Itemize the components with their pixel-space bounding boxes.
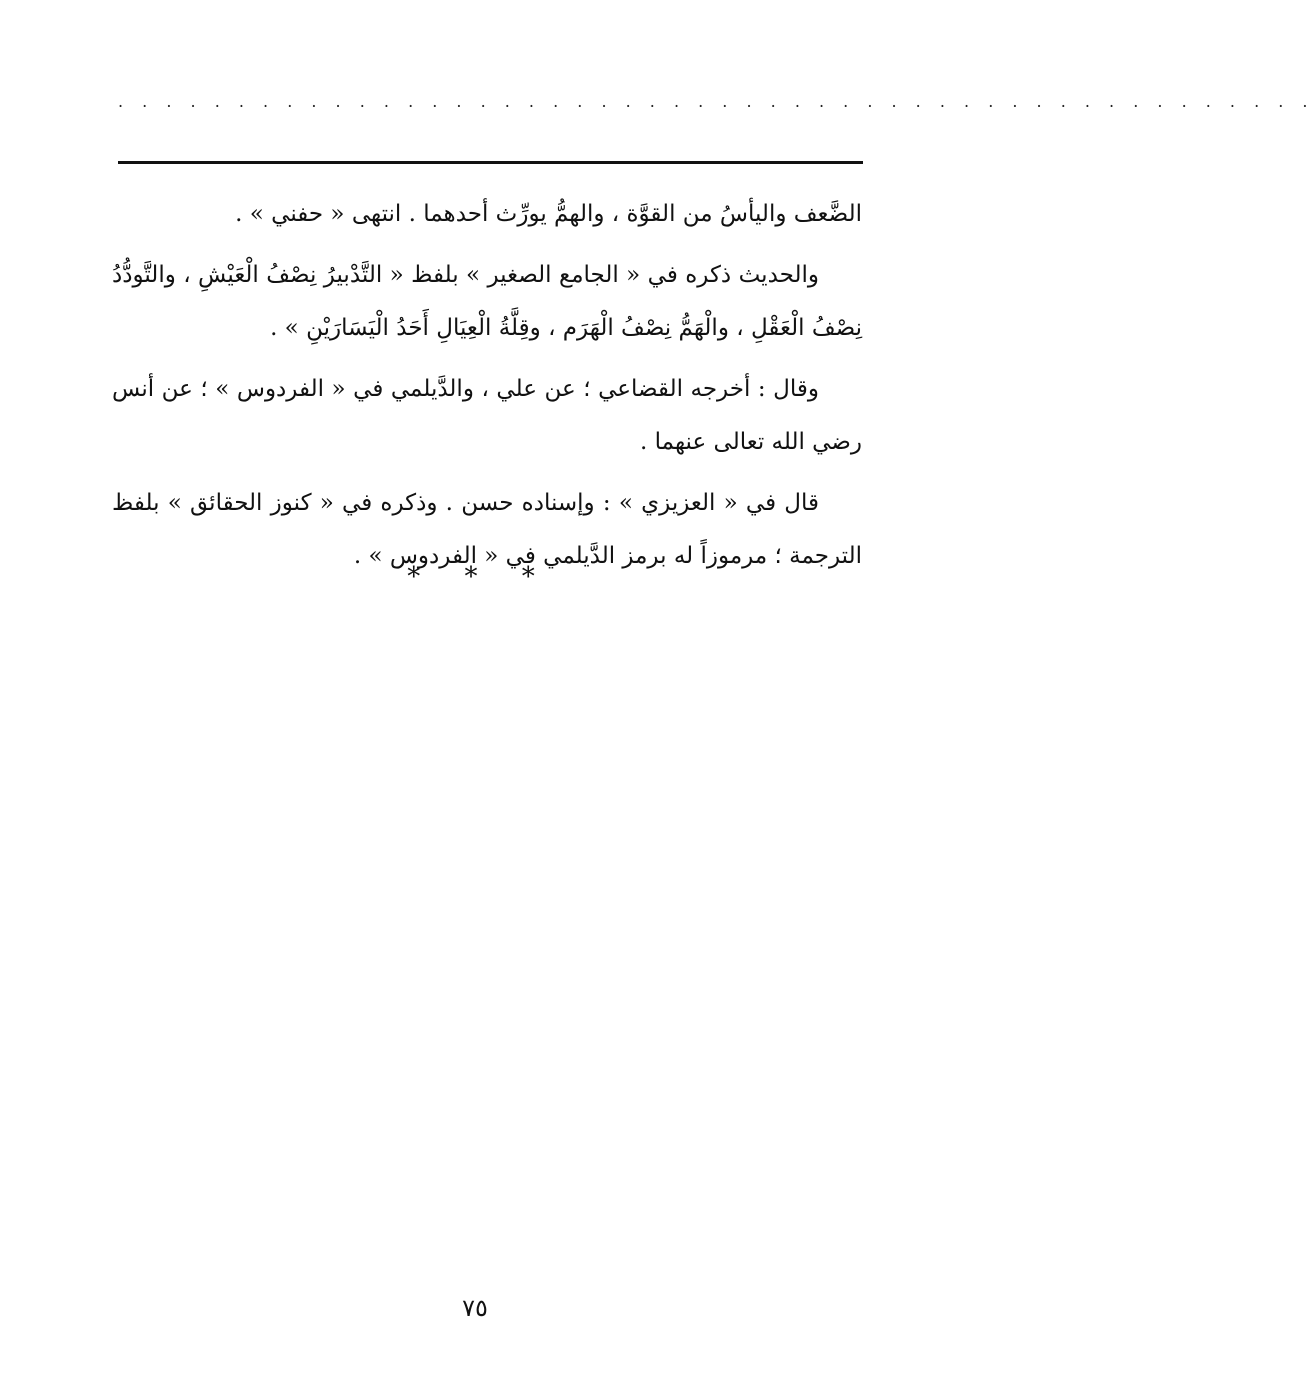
- paragraph-3: وقال : أخرجه القضاعي ؛ عن علي ، والدَّيلمي في « الفردوس » ؛ عن أنس رضي الله تعالى عنهما .: [112, 376, 862, 455]
- header-dotted-line: . . . . . . . . . . . . . . . . . . . . . . . . . . . . . . . . . . . . . . . . . . . . . . . . . .: [118, 92, 1315, 111]
- page-number: ٧٥: [462, 1294, 488, 1322]
- section-separator: * * *: [407, 562, 553, 592]
- header-rule: [118, 161, 863, 164]
- paragraph-4: قال في « العزيزي » : وإسناده حسن . وذكره في « كنوز الحقائق » بلفظ الترجمة ؛ مرموزاً له برمز الدَّيلمي في « الفردوس » .: [112, 490, 862, 569]
- paragraph-2: والحديث ذكره في « الجامع الصغير » بلفظ « التَّدْبيرُ نِصْفُ الْعَيْشِ ، والتَّودُّدُ نِصْفُ الْعَقْلِ ، والْهَمُّ نِصْفُ الْهَرَم ، وقِلَّةُ الْعِيَالِ أَحَدُ الْيَسَارَيْنِ » .: [112, 262, 862, 341]
- main-text: [112, 188, 862, 591]
- paragraph-1: الضَّعف واليأسُ من القوَّة ، والهمُّ يورِّث أحدهما . انتهى « حفني » .: [235, 201, 862, 227]
